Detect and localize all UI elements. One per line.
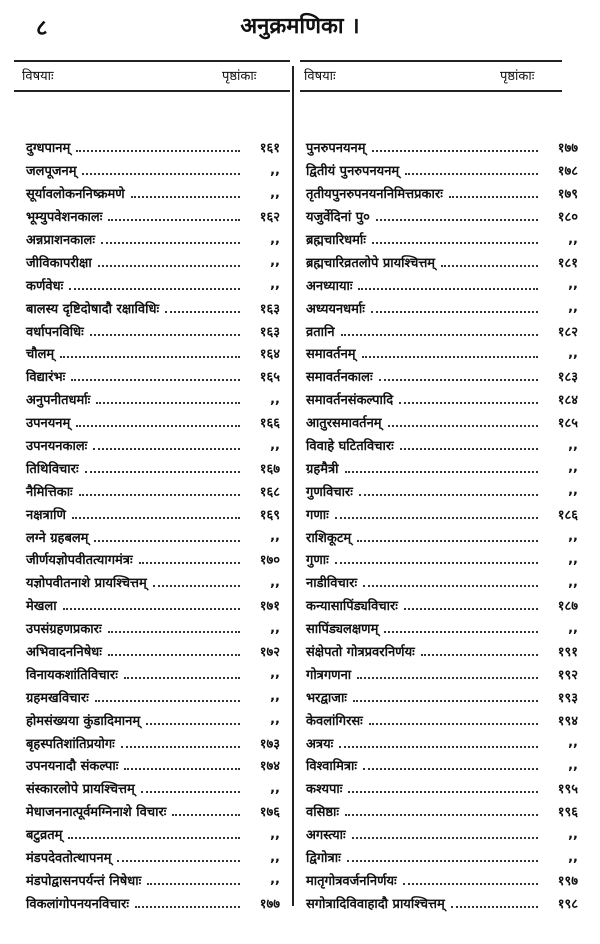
entry-page: १९२: [557, 667, 578, 683]
dot-leader: [376, 211, 538, 221]
dot-leader: [95, 692, 240, 702]
index-entry: [306, 869, 578, 892]
entry-page: ,,: [270, 254, 280, 270]
index-entry: [306, 411, 578, 434]
entry-subject: मंडपोद्वासनपर्यन्तं निषेधाः: [26, 873, 142, 889]
entry-subject: जीविकापरीक्षा: [26, 255, 92, 271]
dot-leader: [400, 440, 538, 450]
entry-page: ,,: [270, 185, 280, 201]
index-entry: [26, 434, 280, 457]
dot-leader: [153, 577, 240, 587]
entry-page: १८३: [557, 370, 578, 386]
entry-subject: सापिंड्यलक्षणम्: [306, 622, 379, 638]
entry-page: १९६: [557, 805, 578, 821]
entry-page: ,,: [568, 231, 578, 247]
index-entry: [306, 296, 578, 319]
entry-subject: अध्ययनधर्माः: [306, 301, 365, 317]
dot-leader: [372, 142, 538, 152]
entry-page: ,,: [270, 872, 280, 888]
entry-page: १९४: [557, 713, 578, 729]
entry-page: १७७: [259, 896, 280, 912]
entry-page: १९८: [557, 896, 578, 912]
entry-subject: विनायकशांतिविचारः: [26, 667, 118, 683]
index-entry: [26, 136, 280, 159]
index-entry: [306, 640, 578, 663]
left-index-column: [26, 136, 280, 914]
entry-subject: उपनयनम्: [26, 416, 71, 432]
entry-subject: नैमित्तिकाः: [26, 484, 73, 500]
index-entry: [306, 662, 578, 685]
index-entry: [26, 891, 280, 914]
index-entry: [26, 548, 280, 571]
index-entry: [26, 754, 280, 777]
entry-page: १९१: [557, 645, 578, 661]
entry-page: १६८: [259, 484, 280, 500]
dot-leader: [421, 646, 538, 656]
entry-subject: कर्णवेधः: [26, 278, 64, 294]
dot-leader: [339, 738, 538, 748]
entry-subject: यजुर्वेदिनां पु०: [306, 210, 370, 226]
entry-subject: अभिवादननिषेधः: [26, 645, 102, 661]
index-entry: [26, 662, 280, 685]
dot-leader: [124, 669, 240, 679]
page-number: ८: [36, 16, 48, 41]
entry-page: १६१: [259, 141, 280, 157]
entry-subject: गुणाः: [306, 553, 329, 569]
dot-leader: [384, 623, 538, 633]
index-entry: [26, 869, 280, 892]
entry-subject: बटुव्रतम्: [26, 828, 63, 844]
dot-leader: [101, 234, 240, 244]
entry-subject: ब्रह्मचारिव्रतलोपे प्रायश्चित्तम्: [306, 255, 436, 271]
dot-leader: [357, 532, 538, 542]
dot-leader: [146, 715, 240, 725]
index-entry: [26, 365, 280, 388]
entry-subject: अत्रयः: [306, 736, 334, 752]
index-entry: [26, 708, 280, 731]
index-entry: [26, 731, 280, 754]
entry-subject: बालस्य दृष्टिदोषादौ रक्षाविधिः: [26, 301, 160, 317]
dot-leader: [131, 188, 240, 198]
dot-leader: [121, 738, 240, 748]
dot-leader: [71, 371, 240, 381]
index-entry: [26, 846, 280, 869]
dot-leader: [369, 715, 538, 725]
index-entry: [306, 685, 578, 708]
index-entry: [306, 456, 578, 479]
top-rule-left: [14, 60, 290, 62]
entry-subject: उपसंग्रहणप्रकारः: [26, 622, 102, 638]
dot-leader: [371, 303, 538, 313]
index-entry: [26, 594, 280, 617]
index-entry: [26, 640, 280, 663]
entry-page: ,,: [270, 712, 280, 728]
entry-subject: ग्रहमखविचारः: [26, 690, 89, 706]
entry-subject: पुनरुपनयनम्: [306, 141, 366, 157]
index-entry: [306, 365, 578, 388]
entry-subject: दुग्धपानम्: [26, 141, 71, 157]
dot-leader: [90, 326, 240, 336]
dot-leader: [108, 211, 240, 221]
entry-subject: व्रतानि: [306, 324, 335, 340]
index-entry: [306, 250, 578, 273]
entry-page: ,,: [568, 437, 578, 453]
dot-leader: [94, 532, 240, 542]
index-entry: [26, 273, 280, 296]
dot-leader: [72, 509, 240, 519]
entry-page: ,,: [270, 391, 280, 407]
entry-page: १८५: [557, 416, 578, 432]
entry-subject: कश्यपाः: [306, 782, 343, 798]
entry-page: ,,: [270, 620, 280, 636]
entry-page: ,,: [270, 849, 280, 865]
index-entry: [306, 342, 578, 365]
dot-leader: [359, 486, 538, 496]
index-entry: [306, 823, 578, 846]
entry-page: ,,: [568, 300, 578, 316]
entry-page: १७१: [259, 599, 280, 615]
entry-page: ,,: [270, 780, 280, 796]
entry-page: १८४: [557, 393, 578, 409]
index-entry: [26, 159, 280, 182]
right-subject-header: विषयाः: [304, 69, 336, 84]
entry-page: १७२: [259, 645, 280, 661]
entry-subject: भरद्वाजाः: [306, 690, 347, 706]
entry-subject: जीर्णयज्ञोपवीतत्यागमंत्रः: [26, 553, 133, 569]
index-entry: [26, 571, 280, 594]
entry-page: १६३: [259, 301, 280, 317]
entry-subject: मातृगोत्रवर्जननिर्णयः: [306, 873, 397, 889]
index-entry: [26, 479, 280, 502]
index-entry: [26, 777, 280, 800]
entry-subject: तिथिविचारः: [26, 461, 79, 477]
entry-page: १६२: [259, 210, 280, 226]
dot-leader: [357, 669, 538, 679]
dot-leader: [372, 234, 538, 244]
index-entry: [306, 136, 578, 159]
entry-page: ,,: [568, 483, 578, 499]
dot-leader: [139, 554, 240, 564]
entry-subject: द्वितीयं पुनरुपनयनम्: [306, 164, 400, 180]
dot-leader: [68, 829, 240, 839]
index-entry: [306, 434, 578, 457]
index-entry: [306, 777, 578, 800]
dot-leader: [345, 806, 538, 816]
entry-page: ,,: [270, 666, 280, 682]
entry-page: ,,: [568, 620, 578, 636]
top-rule-right: [300, 60, 562, 62]
entry-page: ,,: [270, 277, 280, 293]
entry-subject: बृहस्पतिशांतिप्रयोगः: [26, 736, 115, 752]
entry-subject: आतुरसमावर्तनम्: [306, 416, 382, 432]
column-divider: [292, 66, 294, 906]
entry-page: १६३: [259, 324, 280, 340]
dot-leader: [352, 829, 538, 839]
entry-page: १६६: [259, 416, 280, 432]
entry-subject: अन्नप्राशनकालः: [26, 233, 95, 248]
entry-page: १९३: [557, 690, 578, 706]
dot-leader: [353, 692, 538, 702]
entry-subject: जलपूजनम्: [26, 164, 77, 180]
entry-page: ,,: [270, 689, 280, 705]
entry-page: ,,: [270, 529, 280, 545]
entry-page: १७३: [259, 736, 280, 752]
entry-page: ,,: [568, 735, 578, 751]
index-entry: [306, 525, 578, 548]
entry-subject: कन्यासापिंड्यविचारः: [306, 599, 398, 615]
index-entry: [26, 296, 280, 319]
index-entry: [26, 182, 280, 205]
entry-page: ,,: [568, 529, 578, 545]
entry-subject: सूर्यावलोकननिष्क्रमणे: [26, 187, 125, 203]
right-index-column: [306, 136, 578, 914]
index-entry: [306, 159, 578, 182]
entry-subject: गुणविचारः: [306, 484, 353, 500]
index-entry: [26, 228, 280, 251]
entry-page: ,,: [270, 437, 280, 453]
index-entry: [306, 388, 578, 411]
dot-leader: [451, 898, 538, 908]
dot-leader: [63, 600, 240, 610]
entry-subject: तृतीयपुनरुपनयननिमित्तप्रकारः: [306, 187, 443, 203]
index-entry: [26, 205, 280, 228]
dot-leader: [403, 875, 538, 885]
dot-leader: [363, 760, 538, 770]
index-entry: [26, 525, 280, 548]
entry-page: ,,: [270, 162, 280, 178]
index-entry: [306, 708, 578, 731]
index-entry: [26, 411, 280, 434]
index-entry: [306, 891, 578, 914]
entry-subject: गणाः: [306, 507, 329, 523]
dot-leader: [404, 600, 538, 610]
index-entry: [26, 800, 280, 823]
dot-leader: [141, 783, 240, 793]
entry-page: १८२: [557, 324, 578, 340]
index-entry: [306, 205, 578, 228]
index-entry: [306, 273, 578, 296]
entry-page: ,,: [568, 345, 578, 361]
entry-subject: मेखला: [26, 599, 57, 615]
entry-subject: समावर्तनम्: [306, 347, 356, 363]
index-entry: [306, 571, 578, 594]
entry-subject: यज्ञोपवीतनाशे प्रायश्चित्तम्: [26, 576, 147, 592]
dot-leader: [124, 760, 240, 770]
page-title: अनुक्रमणिका ।: [240, 14, 360, 39]
entry-page: ,,: [568, 460, 578, 476]
entry-subject: विवाहे घटितविचारः: [306, 439, 394, 455]
dot-leader: [347, 852, 538, 862]
dot-leader: [379, 371, 538, 381]
entry-page: ,,: [568, 277, 578, 293]
entry-subject: लग्ने ग्रहबलम्: [26, 530, 89, 546]
entry-subject: संक्षेपतो गोत्रप्रवरनिर्णयः: [306, 645, 415, 661]
left-page-header: पृष्ठांकाः: [222, 69, 257, 84]
dot-leader: [388, 417, 538, 427]
dot-leader: [441, 257, 538, 267]
entry-page: ,,: [270, 826, 280, 842]
index-entry: [26, 685, 280, 708]
entry-page: १७७: [557, 141, 578, 157]
entry-subject: अनुपनीतधर्माः: [26, 393, 91, 409]
index-entry: [26, 250, 280, 273]
entry-subject: राशिकूटम्: [306, 530, 352, 546]
dot-leader: [362, 348, 538, 358]
dot-leader: [449, 188, 538, 198]
index-entry: [26, 617, 280, 640]
index-entry: [306, 502, 578, 525]
header-rule-right: [300, 90, 562, 92]
entry-page: १६९: [259, 507, 280, 523]
entry-subject: उपनयनकालः: [26, 439, 88, 455]
dot-leader: [172, 806, 240, 816]
dot-leader: [117, 852, 240, 862]
dot-leader: [335, 509, 538, 519]
entry-subject: द्विगोत्राः: [306, 851, 341, 867]
index-entry: [26, 342, 280, 365]
entry-page: ,,: [270, 574, 280, 590]
entry-subject: उपनयनादौ संकल्पाः: [26, 759, 119, 775]
index-entry: [26, 502, 280, 525]
entry-page: १९७: [557, 873, 578, 889]
index-entry: [26, 388, 280, 411]
entry-page: ,,: [270, 231, 280, 247]
entry-page: १७४: [259, 759, 280, 775]
entry-page: १६७: [259, 461, 280, 477]
dot-leader: [358, 280, 538, 290]
right-page-header: पृष्ठांकाः: [500, 69, 535, 84]
entry-page: १८७: [557, 599, 578, 615]
index-entry: [306, 800, 578, 823]
dot-leader: [96, 394, 240, 404]
entry-page: १७०: [259, 553, 280, 569]
index-entry: [306, 479, 578, 502]
dot-leader: [399, 394, 538, 404]
entry-subject: चौलम्: [26, 347, 55, 363]
index-entry: [26, 823, 280, 846]
entry-subject: केवलांगिरसः: [306, 713, 363, 729]
entry-subject: अगस्त्याः: [306, 828, 346, 844]
entry-page: ,,: [568, 551, 578, 567]
index-entry: [306, 319, 578, 342]
dot-leader: [348, 783, 538, 793]
index-entry: [306, 228, 578, 251]
entry-subject: गोत्रगणना: [306, 667, 352, 683]
entry-subject: समावर्तनसंकल्पादि: [306, 393, 394, 409]
entry-subject: नक्षत्राणि: [26, 507, 66, 523]
dot-leader: [108, 623, 240, 633]
entry-page: १९५: [557, 782, 578, 798]
header-rule-left: [14, 90, 290, 92]
entry-page: ,,: [568, 574, 578, 590]
entry-subject: वसिष्ठाः: [306, 805, 340, 821]
entry-subject: वर्धापनविधिः: [26, 324, 84, 340]
dot-leader: [363, 577, 538, 587]
entry-subject: संस्कारलोपे प्रायश्चित्तम्: [26, 782, 135, 798]
entry-subject: ग्रहमैत्री: [306, 461, 339, 477]
dot-leader: [335, 554, 538, 564]
dot-leader: [165, 303, 240, 313]
index-entry: [306, 182, 578, 205]
entry-subject: विश्वामित्राः: [306, 759, 358, 775]
left-subject-header: विषयाः: [22, 69, 54, 84]
entry-page: १८०: [557, 210, 578, 226]
entry-subject: भूम्युपवेशनकालः: [26, 210, 103, 226]
dot-leader: [98, 257, 240, 267]
dot-leader: [341, 326, 538, 336]
entry-subject: सगोत्रादिविवाहादौ प्रायश्चित्तम्: [306, 896, 445, 912]
dot-leader: [76, 142, 240, 152]
dot-leader: [147, 875, 240, 885]
index-entry: [306, 846, 578, 869]
dot-leader: [69, 280, 240, 290]
dot-leader: [345, 463, 538, 473]
dot-leader: [79, 486, 240, 496]
entry-subject: नाडीविचारः: [306, 576, 358, 592]
entry-page: १८६: [557, 507, 578, 523]
entry-subject: मेधाजननात्पूर्वमग्निनाशे विचारः: [26, 805, 167, 821]
entry-page: १८१: [557, 255, 578, 271]
dot-leader: [135, 898, 240, 908]
entry-subject: अनध्यायाः: [306, 278, 353, 294]
dot-leader: [108, 646, 240, 656]
index-entry: [306, 617, 578, 640]
entry-page: १६५: [259, 370, 280, 386]
dot-leader: [85, 463, 240, 473]
dot-leader: [60, 348, 240, 358]
entry-page: ,,: [568, 849, 578, 865]
index-entry: [26, 319, 280, 342]
entry-page: १७९: [557, 187, 578, 203]
entry-page: ,,: [568, 826, 578, 842]
entry-subject: होमसंख्यया कुंडादिमानम्: [26, 713, 141, 729]
entry-page: १७८: [557, 164, 578, 180]
entry-page: १६४: [259, 347, 280, 363]
dot-leader: [82, 165, 240, 175]
index-entry: [26, 456, 280, 479]
entry-subject: ब्रह्मचारिधर्माः: [306, 233, 366, 248]
entry-page: ,,: [568, 757, 578, 773]
entry-subject: समावर्तनकालः: [306, 370, 373, 386]
entry-page: १७६: [259, 805, 280, 821]
entry-subject: विकलांगोपनयनविचारः: [26, 896, 129, 912]
entry-subject: विद्यारंभः: [26, 370, 66, 386]
index-entry: [306, 731, 578, 754]
entry-subject: मंडपदेवतोत्थापनम्: [26, 851, 112, 867]
index-entry: [306, 754, 578, 777]
dot-leader: [405, 165, 538, 175]
index-entry: [306, 548, 578, 571]
index-entry: [306, 594, 578, 617]
dot-leader: [76, 417, 240, 427]
dot-leader: [93, 440, 240, 450]
